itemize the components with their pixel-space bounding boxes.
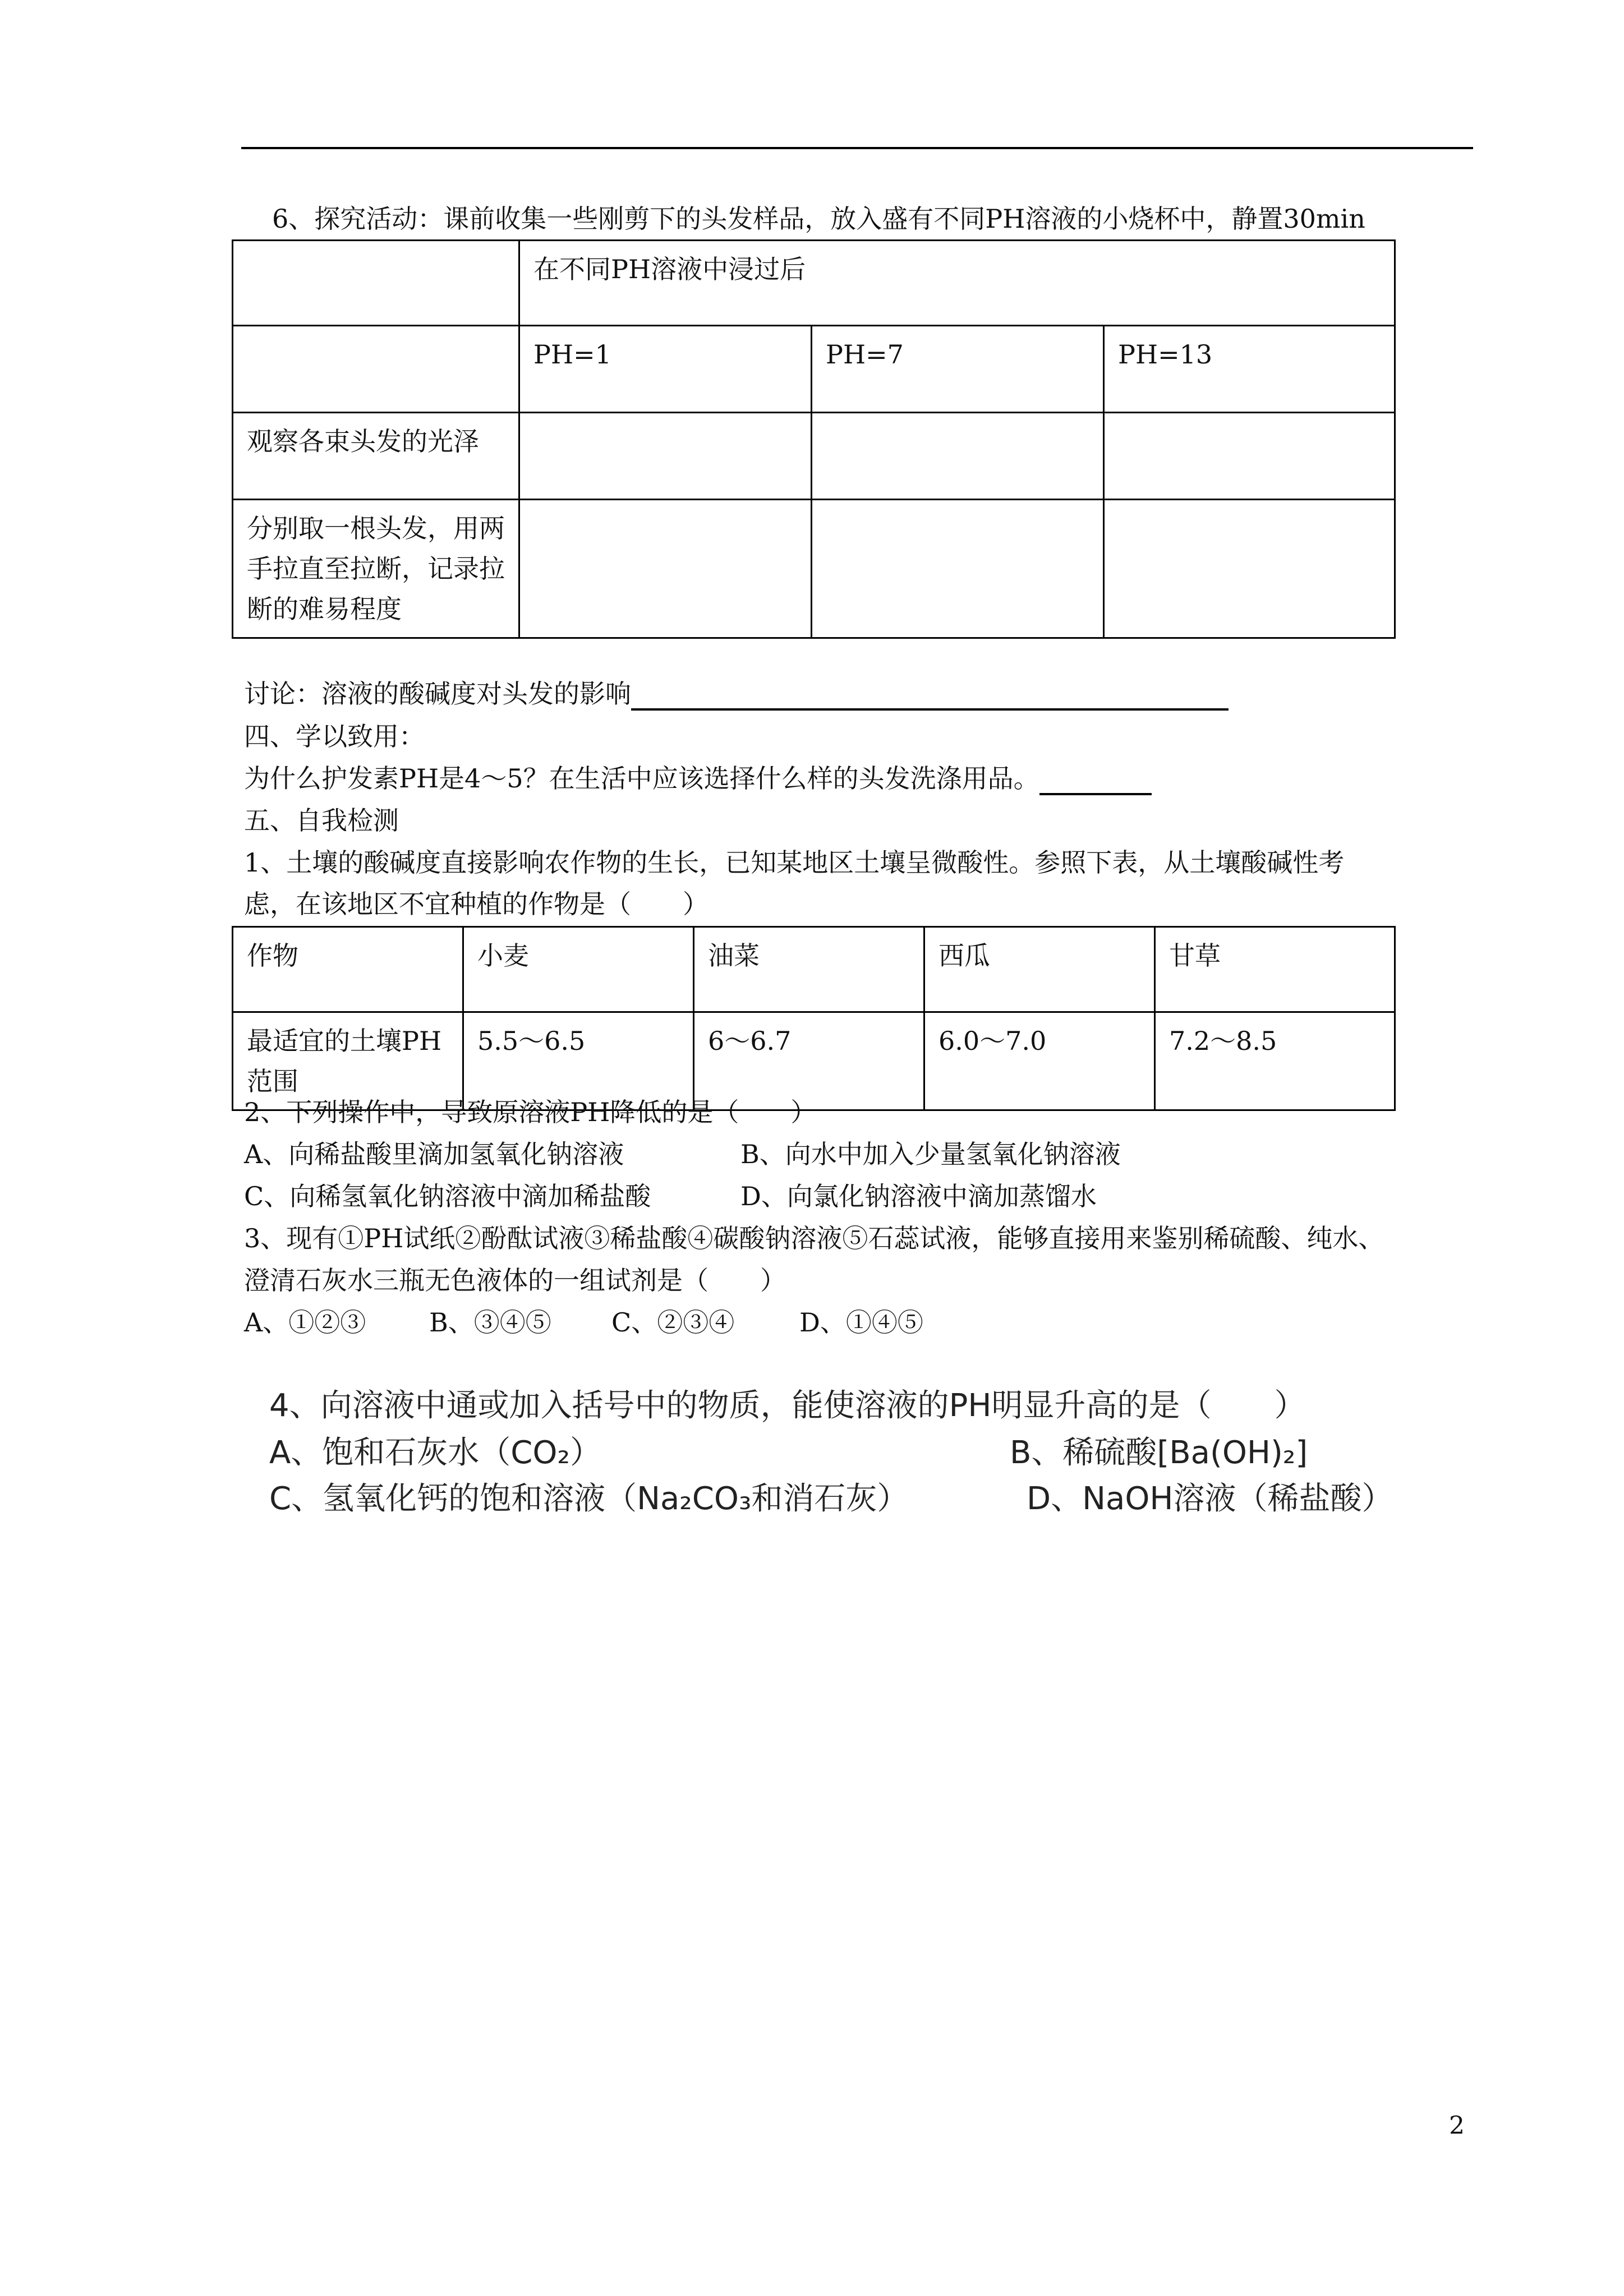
discussion-text: 讨论：溶液的酸碱度对头发的影响	[244, 679, 631, 709]
table1-cell	[1104, 413, 1395, 500]
q4-option-a: A、饱和石灰水（CO₂）	[269, 1435, 601, 1471]
crop-ph-table	[232, 926, 1396, 1111]
table2-header-cell: 小麦	[463, 927, 694, 1012]
q3-option-d: D、①④⑤	[799, 1307, 923, 1338]
q4-option-d: D、NaOH溶液（稀盐酸）	[1027, 1481, 1393, 1517]
table1-cell	[812, 500, 1104, 638]
q3-option-c: C、②③④	[611, 1307, 735, 1338]
table1-ph-header: PH=13	[1104, 326, 1395, 413]
q4-title: 4、向溶液中通或加入括号中的物质，能使溶液的PH明显升高的是（ ）	[269, 1387, 1306, 1424]
table1-row-label: 分别取一根头发，用两手拉直至拉断，记录拉断的难易程度	[233, 500, 519, 638]
table1-cell	[812, 413, 1104, 500]
activity-title: 6、探究活动：课前收集一些刚剪下的头发样品，放入盛有不同PH溶液的小烧杯中，静置30min	[272, 204, 1365, 234]
table2-header-cell: 甘草	[1155, 927, 1395, 1012]
q2-option-d: D、向氯化钠溶液中滴加蒸馏水	[740, 1181, 1097, 1211]
section5-title: 五、自我检测	[244, 805, 399, 836]
page-number: 2	[1449, 2111, 1465, 2140]
q1-line2: 虑，在该地区不宜种植的作物是（ ）	[244, 889, 709, 919]
q2-option-c: C、向稀氢氧化钠溶液中滴加稀盐酸	[244, 1181, 651, 1211]
table1-ph-header: PH=7	[812, 326, 1104, 413]
table1-span-header: 在不同PH溶液中浸过后	[519, 241, 1395, 326]
q3-line2: 澄清石灰水三瓶无色液体的一组试剂是（ ）	[244, 1265, 786, 1295]
q3-line1: 3、现有①PH试纸②酚酞试液③稀盐酸④碳酸钠溶液⑤石蕊试液，能够直接用来鉴别稀硫酸、纯水、	[244, 1223, 1384, 1253]
discussion-line	[244, 677, 1229, 711]
table2-value-cell: 5.5～6.5	[463, 1012, 694, 1110]
table2-value-cell: 6.0～7.0	[924, 1012, 1155, 1110]
table2-row-label: 最适宜的土壤PH范围	[233, 1012, 463, 1110]
section4-question-line	[244, 762, 1152, 795]
table2-header-cell: 西瓜	[924, 927, 1155, 1012]
hair-experiment-table	[232, 239, 1396, 639]
q2-option-b: B、向水中加入少量氢氧化钠溶液	[740, 1139, 1121, 1169]
table1-empty-corner	[233, 241, 519, 326]
answer-blank	[1039, 765, 1152, 795]
q2-title: 2、下列操作中，导致原溶液PH降低的是（ ）	[244, 1097, 817, 1127]
header-rule	[241, 147, 1473, 149]
table2-value-cell: 6～6.7	[694, 1012, 924, 1110]
table2-value-cell: 7.2～8.5	[1155, 1012, 1395, 1110]
table1-row-label: 观察各束头发的光泽	[233, 413, 519, 500]
section4-title: 四、学以致用：	[244, 721, 425, 751]
q4-option-b: B、稀硫酸[Ba(OH)₂]	[1010, 1435, 1308, 1471]
q3-option-b: B、③④⑤	[429, 1307, 551, 1338]
q3-option-a: A、①②③	[244, 1307, 366, 1338]
table2-header-cell: 作物	[233, 927, 463, 1012]
table1-empty-cell	[233, 326, 519, 413]
table2-header-cell: 油菜	[694, 927, 924, 1012]
q2-option-a: A、向稀盐酸里滴加氢氧化钠溶液	[244, 1139, 624, 1169]
table1-cell	[519, 413, 812, 500]
answer-blank	[631, 680, 1229, 711]
table1-cell	[519, 500, 812, 638]
section4-question: 为什么护发素PH是4～5？在生活中应该选择什么样的头发洗涤用品。	[244, 763, 1039, 794]
table1-cell	[1104, 500, 1395, 638]
table1-ph-header: PH=1	[519, 326, 812, 413]
q4-option-c: C、氢氧化钙的饱和溶液（Na₂CO₃和消石灰）	[269, 1481, 909, 1517]
q1-line1: 1、土壤的酸碱度直接影响农作物的生长，已知某地区土壤呈微酸性。参照下表，从土壤酸碱性考	[244, 847, 1345, 878]
